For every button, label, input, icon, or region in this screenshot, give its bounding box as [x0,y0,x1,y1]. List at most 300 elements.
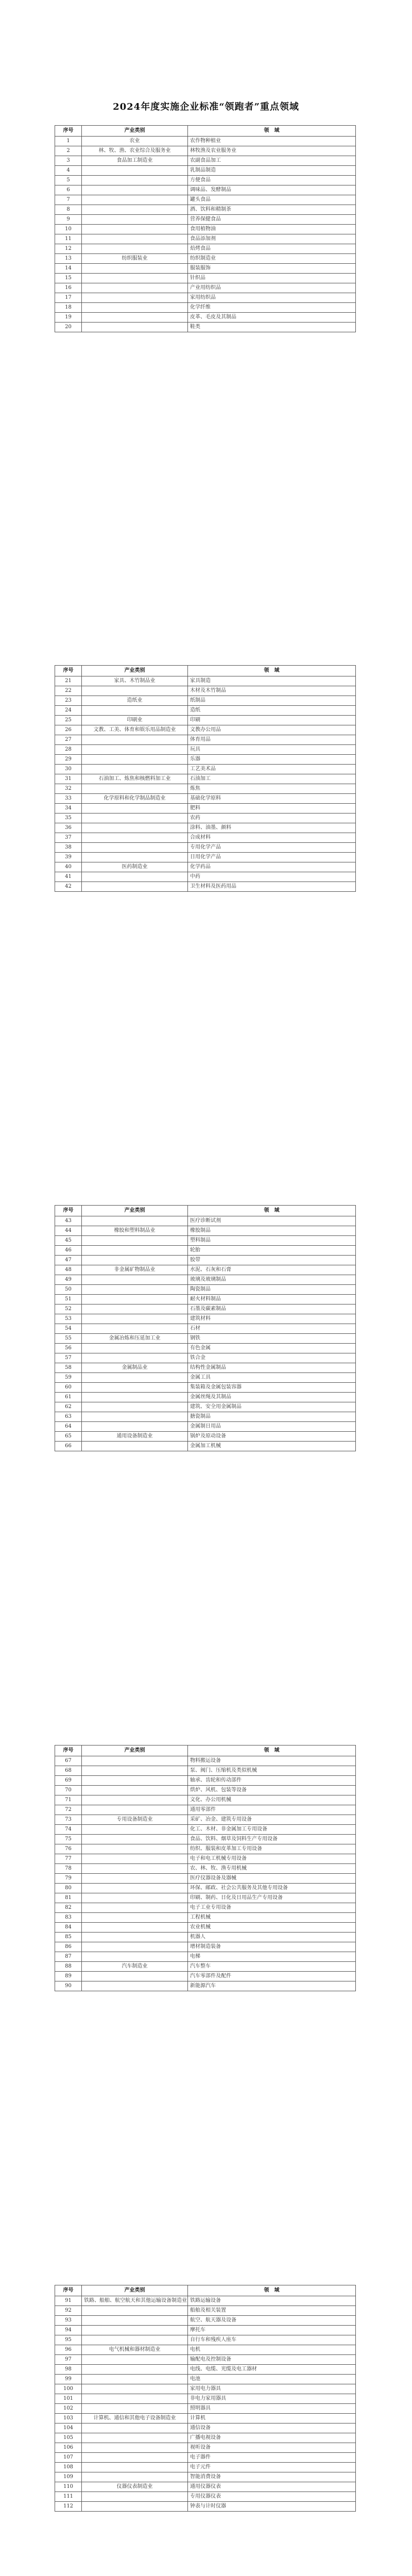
row-field: 皮革、毛皮及其制品 [188,313,356,323]
row-number: 31 [55,774,82,784]
row-number: 34 [55,804,82,814]
row-category [82,2492,188,2502]
row-field: 食用植物油 [188,225,356,234]
table-row [55,1923,356,1933]
table-row [55,2492,356,2502]
row-field: 医疗诊断试剂 [188,1216,356,1226]
row-number: 8 [55,205,82,215]
row-category [82,293,188,303]
row-field: 汽车零部件及配件 [188,1972,356,1981]
header-category: 产业类别 [82,126,188,137]
row-field: 印刷、制药、日化及日用品生产专用设备 [188,1893,356,1903]
row-field: 家具制造 [188,676,356,686]
table-row [55,1766,356,1776]
row-field: 橡胶制品 [188,1226,356,1236]
table-row [55,1884,356,1893]
row-number: 18 [55,303,82,313]
row-category [82,1942,188,1952]
row-category [82,843,188,853]
table-row [55,1285,356,1295]
row-field: 涂料、油墨、颜料 [188,823,356,833]
row-number: 37 [55,833,82,843]
row-number: 17 [55,293,82,303]
row-number: 112 [55,2502,82,2512]
row-category [82,274,188,283]
row-field: 金属工具 [188,1373,356,1383]
row-field: 医疗仪器设备及器械 [188,1874,356,1884]
row-field: 计算机 [188,2414,356,2424]
row-number: 109 [55,2472,82,2482]
row-category [82,166,188,176]
row-category: 计算机、通信和其他电子设备制造业 [82,2414,188,2424]
row-field: 智能消费设备 [188,2472,356,2482]
table-row [55,676,356,686]
row-category [82,833,188,843]
row-number: 68 [55,1766,82,1776]
table-row [55,1412,356,1422]
row-number: 84 [55,1923,82,1933]
row-category [82,205,188,215]
table-row [55,2414,356,2424]
row-field: 农作物种植业 [188,137,356,146]
row-number: 87 [55,1952,82,1962]
table-row [55,1776,356,1786]
row-number: 93 [55,2316,82,2326]
row-number: 73 [55,1815,82,1825]
row-category [82,2404,188,2414]
row-number: 1 [55,137,82,146]
row-number: 50 [55,1285,82,1295]
table-row [55,1815,356,1825]
table-row [55,1275,356,1285]
row-number: 38 [55,843,82,853]
row-category: 印刷业 [82,716,188,725]
row-category [82,1786,188,1795]
row-field: 通用仪器仪表 [188,2482,356,2492]
row-category [82,1383,188,1393]
row-number: 21 [55,676,82,686]
row-field: 酒、饮料和精制茶 [188,205,356,215]
table-row [55,1962,356,1972]
row-category: 石油加工、炼焦和核燃料加工业 [82,774,188,784]
row-category [82,1353,188,1363]
row-category: 电气机械和器材制造业 [82,2345,188,2355]
row-number: 24 [55,706,82,716]
row-field: 视听设备 [188,2443,356,2453]
row-number: 107 [55,2453,82,2463]
row-category [82,765,188,774]
table-row [55,1844,356,1854]
row-field: 锅炉及原动设备 [188,1432,356,1442]
table-row [55,1402,356,1412]
row-category [82,686,188,696]
table-row [55,313,356,323]
row-category [82,225,188,234]
row-number: 9 [55,215,82,225]
row-field: 木材及木竹制品 [188,686,356,696]
row-category [82,1373,188,1383]
row-number: 7 [55,195,82,205]
table-row [55,774,356,784]
row-field: 纺织、服装和皮革加工专用设备 [188,1844,356,1854]
row-field: 炼焦 [188,784,356,794]
row-category [82,853,188,862]
row-category [82,1805,188,1815]
table-row [55,1265,356,1275]
table-row [55,1893,356,1903]
row-number: 74 [55,1825,82,1835]
row-category [82,1884,188,1893]
row-category [82,1903,188,1913]
row-number: 81 [55,1893,82,1903]
row-field: 电子和电工机械专用设备 [188,1854,356,1864]
table-row [55,2296,356,2306]
row-field: 环保、邮政、社会公共服务及其他专用设备 [188,1884,356,1893]
row-number: 70 [55,1786,82,1795]
table-row [55,1236,356,1246]
row-number: 96 [55,2345,82,2355]
row-category [82,176,188,185]
table-row [55,2365,356,2375]
row-field: 日用化学产品 [188,853,356,862]
row-number: 30 [55,765,82,774]
table-row [55,735,356,745]
row-field: 摩托车 [188,2326,356,2335]
row-field: 钢铁 [188,1334,356,1344]
row-number: 28 [55,745,82,755]
table-row [55,1363,356,1373]
row-field: 林牧渔及农业服务业 [188,146,356,156]
table-row [55,1344,356,1353]
table-row [55,1304,356,1314]
table-row [55,872,356,882]
row-number: 94 [55,2326,82,2335]
header-category: 产业类别 [82,2285,188,2296]
row-number: 23 [55,696,82,706]
row-category: 仪器仪表制造业 [82,2482,188,2492]
table-row [55,814,356,823]
row-number: 85 [55,1933,82,1942]
row-number: 58 [55,1363,82,1373]
row-field: 新能源汽车 [188,1981,356,1991]
row-category [82,1913,188,1923]
row-field: 电子器件 [188,2453,356,2463]
row-field: 非电力家用器具 [188,2394,356,2404]
row-number: 90 [55,1981,82,1991]
row-category: 农业 [82,137,188,146]
row-field: 乐器 [188,755,356,765]
row-number: 15 [55,274,82,283]
row-category [82,2326,188,2335]
row-field: 产业用纺织品 [188,283,356,293]
row-field: 文化、办公用机械 [188,1795,356,1805]
table-row [55,2375,356,2384]
row-number: 76 [55,1844,82,1854]
row-number: 104 [55,2424,82,2433]
table-row [55,1864,356,1874]
table-row [55,1942,356,1952]
table-row [55,716,356,725]
row-field: 农药 [188,814,356,823]
table-row [55,2335,356,2345]
row-field: 造纸 [188,706,356,716]
row-number: 27 [55,735,82,745]
row-category [82,2453,188,2463]
table-row [55,794,356,804]
table-row [55,137,356,146]
row-field: 石墨及碳素制品 [188,1304,356,1314]
table-row [55,765,356,774]
table-row [55,1795,356,1805]
table-row [55,2472,356,2482]
row-category: 非金属矿物制品业 [82,1265,188,1275]
table-row [55,2345,356,2355]
row-category [82,755,188,765]
table-row [55,1256,356,1265]
table-row [55,843,356,853]
row-field: 耐火材料制品 [188,1295,356,1304]
row-number: 82 [55,1903,82,1913]
row-number: 56 [55,1344,82,1353]
table-row [55,2453,356,2463]
row-field: 照明器具 [188,2404,356,2414]
table-row [55,1353,356,1363]
row-field: 卫生材料及医药用品 [188,882,356,892]
row-category [82,1776,188,1786]
row-number: 64 [55,1422,82,1432]
row-number: 69 [55,1776,82,1786]
row-number: 10 [55,225,82,234]
table-row [55,2433,356,2443]
row-number: 44 [55,1226,82,1236]
row-number: 79 [55,1874,82,1884]
row-category [82,1952,188,1962]
header-field: 领 域 [188,1745,356,1756]
row-category [82,1893,188,1903]
table-row [55,1786,356,1795]
row-field: 纺织制造业 [188,254,356,264]
row-category [82,1972,188,1981]
table-row [55,1295,356,1304]
row-number: 52 [55,1304,82,1314]
header-field: 领 域 [188,126,356,137]
row-category: 化学原料和化学制品制造业 [82,794,188,804]
row-field: 合成材料 [188,833,356,843]
row-number: 110 [55,2482,82,2492]
row-number: 13 [55,254,82,264]
section-table [55,1205,356,1451]
row-field: 服装服饰 [188,264,356,274]
row-field: 纸制品 [188,696,356,706]
row-field: 鞋类 [188,323,356,332]
row-field: 金属制日用品 [188,1422,356,1432]
row-field: 通用零部件 [188,1805,356,1815]
row-field: 泵、阀门、压缩机及类似机械 [188,1766,356,1776]
row-category [82,1256,188,1265]
row-category [82,1981,188,1991]
row-number: 78 [55,1864,82,1874]
row-category: 金属制品业 [82,1363,188,1373]
row-number: 77 [55,1854,82,1864]
table-row [55,234,356,244]
table-row [55,1854,356,1864]
table-row [55,696,356,706]
row-category: 家具、木竹制品业 [82,676,188,686]
table-header-row [55,1745,356,1756]
row-field: 文教办公用品 [188,725,356,735]
row-category [82,2365,188,2375]
header-field: 领 域 [188,2285,356,2296]
row-category [82,2472,188,2482]
row-category [82,2335,188,2345]
row-field: 家用纺织品 [188,293,356,303]
row-field: 建筑材料 [188,1314,356,1324]
page-title: 2024年度实施企业标准“领跑者”重点领域 [113,101,299,112]
row-category [82,1825,188,1835]
table-row [55,2384,356,2394]
row-field: 电机 [188,2345,356,2355]
table-row [55,2463,356,2472]
row-number: 16 [55,283,82,293]
header-num: 序号 [55,1206,82,1216]
row-category [82,1923,188,1933]
row-category [82,1412,188,1422]
row-number: 89 [55,1972,82,1981]
row-field: 航空、航天器及设备 [188,2316,356,2326]
row-number: 43 [55,1216,82,1226]
row-field: 针织品 [188,274,356,283]
row-field: 印刷 [188,716,356,725]
row-field: 工程机械 [188,1913,356,1923]
row-category [82,745,188,755]
row-number: 111 [55,2492,82,2502]
row-field: 专用仪器仪表 [188,2492,356,2502]
row-number: 62 [55,1402,82,1412]
table-row [55,1913,356,1923]
row-category [82,1304,188,1314]
table-row [55,2394,356,2404]
table-row [55,1383,356,1393]
header-category: 产业类别 [82,666,188,676]
row-category [82,313,188,323]
table-row [55,1972,356,1981]
row-number: 39 [55,853,82,862]
row-number: 19 [55,313,82,323]
row-field: 石材 [188,1324,356,1334]
row-category [82,823,188,833]
table-row [55,686,356,696]
row-category: 金属冶炼和压延加工业 [82,1334,188,1344]
table-row [55,323,356,332]
table-row [55,833,356,843]
row-category [82,1402,188,1412]
row-category [82,872,188,882]
row-number: 36 [55,823,82,833]
row-category [82,2306,188,2316]
row-field: 专用化学产品 [188,843,356,853]
table-row [55,1825,356,1835]
section-table [55,2285,356,2512]
section-table [55,665,356,892]
row-field: 自行车和残疾人座车 [188,2335,356,2345]
row-category [82,1756,188,1766]
table-row [55,804,356,814]
table-row [55,2424,356,2433]
row-number: 29 [55,755,82,765]
table-row [55,225,356,234]
table-row [55,2404,356,2414]
table-row [55,264,356,274]
row-category [82,1874,188,1884]
table-row [55,215,356,225]
row-field: 肥料 [188,804,356,814]
row-category [82,283,188,293]
row-category [82,2384,188,2394]
row-category [82,1393,188,1402]
row-field: 化学纤维 [188,303,356,313]
table-row [55,185,356,195]
table-row [55,2326,356,2335]
table-row [55,2316,356,2326]
table-row [55,1432,356,1442]
table-row [55,2443,356,2453]
row-category [82,1766,188,1776]
row-category [82,2394,188,2404]
row-field: 化工、木材、非金属加工专用设备 [188,1825,356,1835]
row-number: 97 [55,2355,82,2365]
row-number: 106 [55,2443,82,2453]
row-category [82,2502,188,2512]
row-number: 83 [55,1913,82,1923]
table-header-row [55,1206,356,1216]
header-num: 序号 [55,126,82,137]
table-row [55,156,356,166]
row-field: 食品、饮料、烟草及饲料生产专用设备 [188,1835,356,1844]
row-category [82,2424,188,2433]
table-row [55,205,356,215]
row-category [82,814,188,823]
table-row [55,1226,356,1236]
header-field: 领 域 [188,1206,356,1216]
row-field: 铁路运输设备 [188,2296,356,2306]
table-row [55,823,356,833]
row-field: 铁合金 [188,1353,356,1363]
table-row [55,1373,356,1383]
row-category [82,195,188,205]
table-row [55,1933,356,1942]
row-number: 25 [55,716,82,725]
row-field: 建筑、安全用金属制品 [188,1402,356,1412]
row-number: 12 [55,244,82,254]
row-category [82,2375,188,2384]
row-category: 铁路、船舶、航空航天和其他运输设备制造业 [82,2296,188,2306]
row-category: 通用设备制造业 [82,1432,188,1442]
row-number: 71 [55,1795,82,1805]
table-row [55,706,356,716]
row-category [82,804,188,814]
table-row [55,1442,356,1451]
row-field: 金属丝绳及其制品 [188,1393,356,1402]
row-category: 文教、工美、体育和娱乐用品制造业 [82,725,188,735]
row-field: 有色金属 [188,1344,356,1353]
row-field: 乳制品制造 [188,166,356,176]
row-field: 农、林、牧、渔专用机械 [188,1864,356,1874]
row-category: 医药制造业 [82,862,188,872]
table-header-row [55,2285,356,2296]
row-category: 造纸业 [82,696,188,706]
row-category [82,234,188,244]
row-number: 108 [55,2463,82,2472]
